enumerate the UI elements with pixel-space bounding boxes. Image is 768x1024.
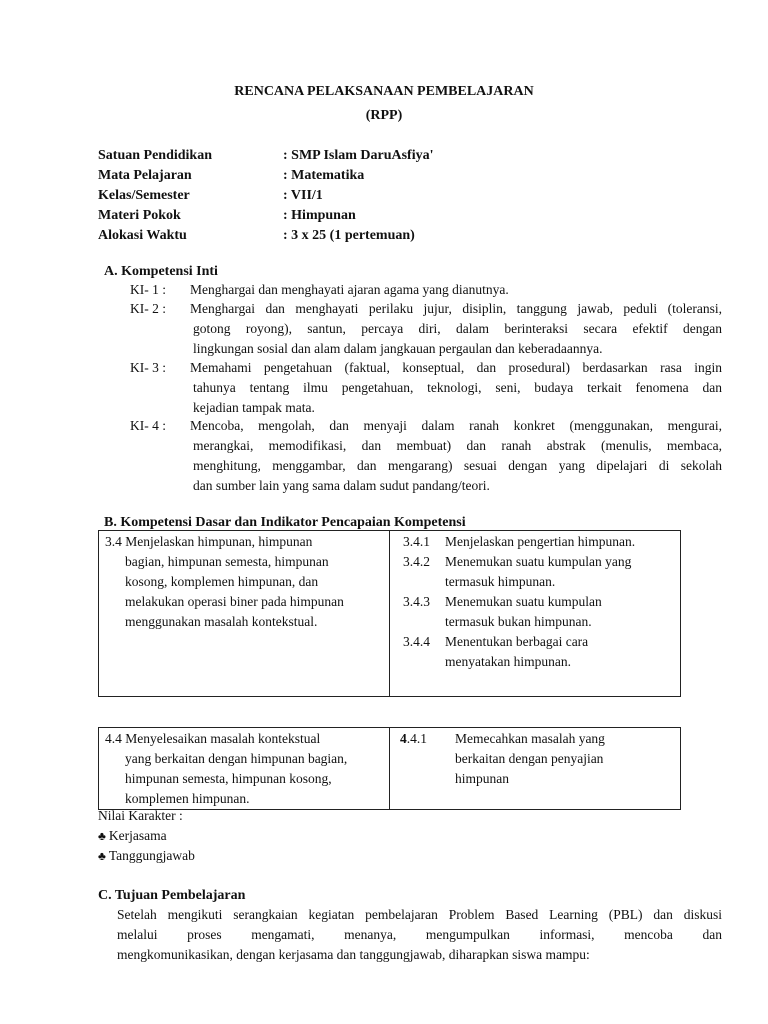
club-suit-icon: ♣ [98,849,106,863]
indicator-text: termasuk himpunan. [445,574,556,589]
indicator-text: himpunan [455,771,509,786]
ki-line: Menghargai dan menghayati ajaran agama yang dianutnya. [190,282,509,297]
ki-line: menghitung, menggambar, dan mengarang) sesuai dengan yang dipelajari di sekolah [193,458,722,473]
club-suit-icon: ♣ [98,829,106,843]
indicator-item [403,592,676,632]
identity-label: Kelas/Semester [98,188,190,203]
kd-cell [99,728,390,810]
section-c-heading: C. Tujuan Pembelajaran [98,888,246,903]
ki-line: Memahami pengetahuan (faktual, konseptual, dan prosedural) berdasarkan rasa ingin [190,360,722,375]
nilai-karakter [98,806,195,866]
karakter-label: Kerjasama [108,828,167,843]
identity-value: : 3 x 25 (1 pertemuan) [283,228,415,243]
indicator-text: Menemukan suatu kumpulan [445,594,602,609]
kd-text: kosong, komplemen himpunan, dan [125,574,319,589]
ki-label: KI- 3 : [130,360,166,375]
indicator-text: Menjelaskan pengertian himpunan. [445,534,636,549]
document-subtitle: (RPP) [365,108,403,123]
list-item [98,826,195,846]
kd-table-1 [98,530,681,697]
indicator-text: Menentukan berbagai cara [445,634,589,649]
indicator-text: termasuk bukan himpunan. [445,614,592,629]
identity-label: Materi Pokok [98,208,181,223]
kd-cell [99,531,390,697]
kd-text: melakukan operasi biner pada himpunan [125,594,344,609]
ki-line: kejadian tampak mata. [193,400,315,415]
ki-line: lingkungan sosial dan alam dalam jangkauan pergaulan dan keberadaannya. [193,341,603,356]
kd-text: yang berkaitan dengan himpunan bagian, [125,751,348,766]
document-title: RENCANA PELAKSANAAN PEMBELAJARAN [234,84,534,99]
ki-line: Menghargai dan menghayati perilaku jujur, disiplin, tanggung jawab, peduli (toleransi, [190,301,722,316]
ki-label: KI- 2 : [130,301,166,316]
section-b-heading: B. Kompetensi Dasar dan Indikator Pencapaian Kompetensi [104,515,466,530]
kd-text: komplemen himpunan. [125,791,250,806]
indicator-cell [390,728,681,810]
paragraph-line: Setelah mengikuti serangkaian kegiatan pembelajaran Problem Based Learning (PBL) dan diskusi [117,907,722,922]
section-c-paragraph [117,905,722,965]
kd-text: himpunan semesta, himpunan kosong, [125,771,332,786]
karakter-label: Tanggungjawab [108,848,195,863]
indicator-text: Memecahkan masalah yang [455,731,605,746]
identity-value: : VII/1 [283,188,323,203]
ki-text [190,280,722,300]
identity-label: Alokasi Waktu [98,228,187,243]
section-a-heading: A. Kompetensi Inti [104,264,218,279]
ki-text [190,299,722,359]
indicator-number: 3.4.1 [403,534,430,549]
indicator-number: 3.4.3 [403,594,430,609]
indicator-item [403,552,676,592]
table-row [99,728,681,810]
indicator-number-minor: .4.1 [406,731,427,746]
identity-label: Satuan Pendidikan [98,148,212,163]
indicator-item [400,729,676,789]
ki-line: tahunya tentang ilmu pengetahuan, teknologi, seni, budaya terkait fenomena dan [193,380,722,395]
kd-table-2 [98,727,681,810]
indicator-item [403,532,676,552]
indicator-number [400,729,427,749]
ki-text [190,358,722,418]
ki-text [190,416,722,496]
list-item [98,846,195,866]
kd-text: 4.4 Menyelesaikan masalah kontekstual [105,731,321,746]
indicator-item [403,632,676,672]
paragraph-line: mengkomunikasikan, dengan kerjasama dan tanggungjawab, diharapkan siswa mampu: [117,947,590,962]
kd-text: 3.4 Menjelaskan himpunan, himpunan [105,534,313,549]
indicator-text: Menemukan suatu kumpulan yang [445,554,632,569]
kd-text: bagian, himpunan semesta, himpunan [125,554,329,569]
ki-label: KI- 1 : [130,282,166,297]
identity-value: : SMP Islam DaruAsfiya' [283,148,434,163]
ki-line: dan sumber lain yang sama dalam sudut pandang/teori. [193,478,490,493]
indicator-text: berkaitan dengan penyajian [455,751,604,766]
indicator-cell [390,531,681,697]
ki-line: gotong royong), santun, percaya diri, dalam berinteraksi secara efektif dengan [193,321,722,336]
indicator-number: 3.4.2 [403,554,430,569]
table-row [99,531,681,697]
indicator-text: menyatakan himpunan. [445,654,571,669]
ki-line: Mencoba, mengolah, dan menyaji dalam ranah konkret (menggunakan, mengurai, [190,418,722,433]
kd-text: menggunakan masalah kontekstual. [125,614,318,629]
paragraph-line: melalui proses mengamati, menanya, mengumpulkan informasi, mencoba dan [117,927,722,942]
identity-value: : Himpunan [283,208,356,223]
ki-label: KI- 4 : [130,418,166,433]
indicator-number-major: 4 [400,731,407,746]
identity-value: : Matematika [283,168,365,183]
identity-label: Mata Pelajaran [98,168,192,183]
indicator-number: 3.4.4 [403,634,430,649]
ki-line: merangkai, memodifikasi, dan membuat) dan ranah abstrak (menulis, membaca, [193,438,722,453]
nilai-karakter-heading: Nilai Karakter : [98,808,183,823]
